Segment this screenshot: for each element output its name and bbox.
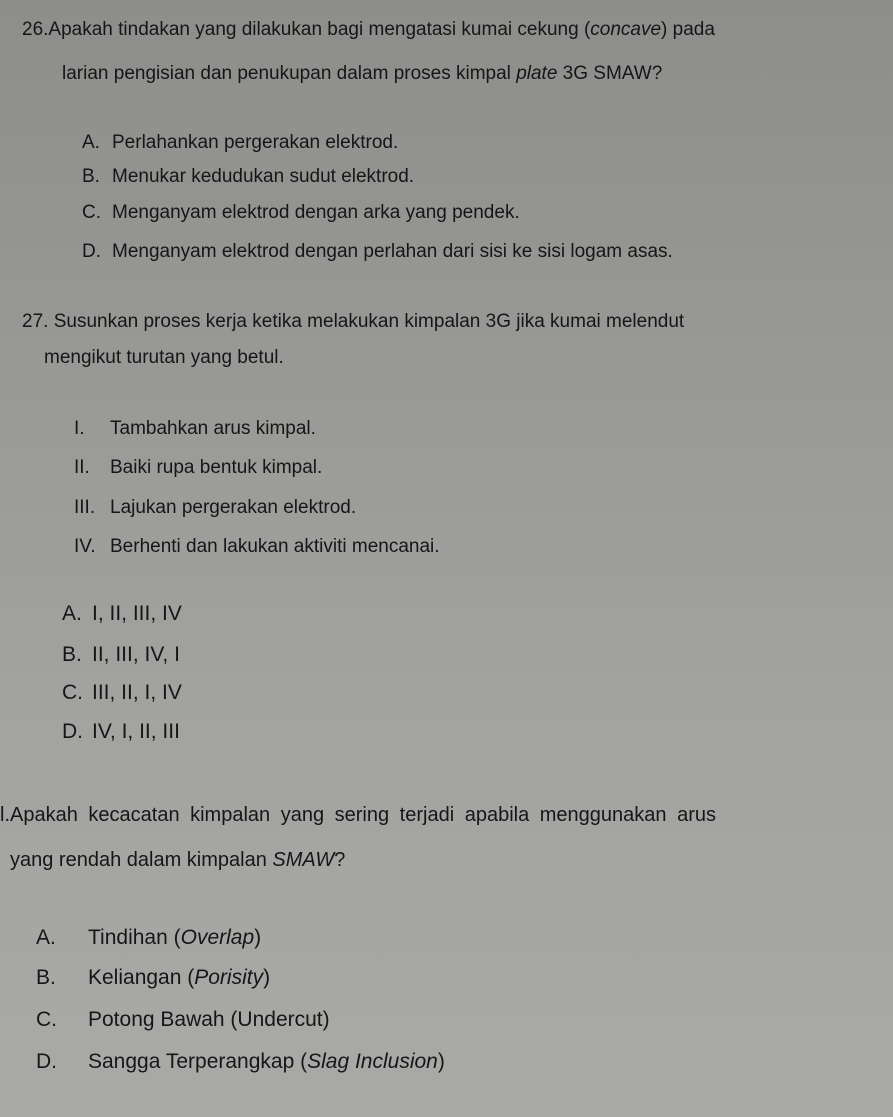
q27-option-a[interactable]: A. I, II, III, IV (62, 602, 182, 625)
q26-number: 26. (22, 19, 49, 40)
q26-option-d[interactable]: D. Menganyam elektrod dengan perlahan dari sisi ke sisi logam asas. (82, 241, 673, 262)
q28-option-d[interactable]: D. Sangga Terperangkap (Slag Inclusion) (36, 1050, 445, 1073)
q26-option-c[interactable]: C. Menganyam elektrod dengan arka yang pendek. (82, 202, 520, 223)
q28-option-b[interactable]: B. Keliangan (Porisity) (36, 966, 271, 989)
q27-option-b[interactable]: B. II, III, IV, I (62, 643, 180, 666)
q28-number: l. (0, 804, 10, 826)
q28-stem-line2: yang rendah dalam kimpalan SMAW? (10, 849, 346, 871)
q26-option-a[interactable]: A. Perlahankan pergerakan elektrod. (82, 132, 399, 153)
q27-step-2: II. Baiki rupa bentuk kimpal. (74, 457, 323, 478)
q28-option-c[interactable]: C. Potong Bawah (Undercut) (36, 1008, 330, 1031)
q27-step-1: I. Tambahkan arus kimpal. (74, 418, 316, 439)
q27-number: 27. (22, 311, 49, 332)
q28-option-a[interactable]: A. Tindihan (Overlap) (36, 926, 262, 949)
q27-option-c[interactable]: C. III, II, I, IV (62, 681, 182, 704)
q26-stem-line1: 26.Apakah tindakan yang dilakukan bagi mengatasi kumai cekung (concave) pada (22, 19, 715, 40)
q26-option-b[interactable]: B. Menukar kedudukan sudut elektrod. (82, 166, 415, 187)
q27-stem-line2: mengikut turutan yang betul. (44, 347, 284, 368)
q27-step-3: III. Lajukan pergerakan elektrod. (74, 497, 357, 518)
q26-stem-line2: larian pengisian dan penukupan dalam proses kimpal plate 3G SMAW? (62, 63, 663, 84)
q27-step-4: IV. Berhenti dan lakukan aktiviti mencanai. (74, 536, 440, 557)
q28-stem-line1: l.Apakah kecacatan kimpalan yang sering terjadi apabila menggunakan arus (0, 804, 716, 826)
q27-stem-line1: 27. Susunkan proses kerja ketika melakukan kimpalan 3G jika kumai melendut (22, 311, 685, 332)
q27-option-d[interactable]: D. IV, I, II, III (62, 720, 180, 743)
